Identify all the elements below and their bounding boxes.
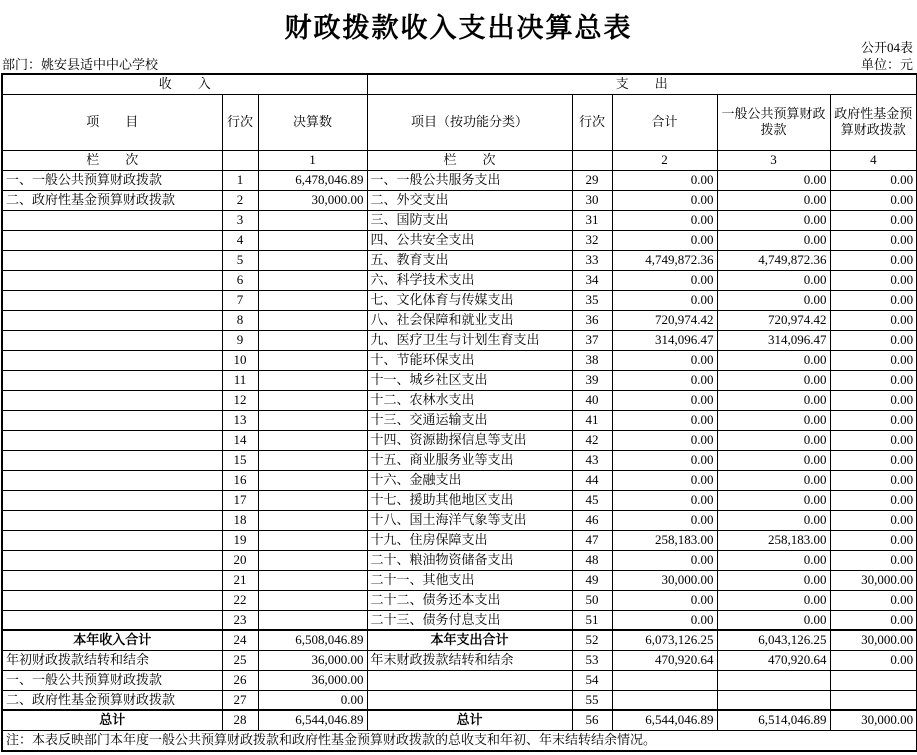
expense-total-cell: 0.00: [612, 490, 717, 510]
expense-line-cell: 29: [572, 170, 612, 190]
expense-total-cell: 0.00: [612, 230, 717, 250]
expense-total-cell: 30,000.00: [612, 570, 717, 590]
expense-general-cell: 0.00: [717, 450, 830, 470]
table-row: [2, 670, 917, 690]
expense-general-cell: 0.00: [717, 270, 830, 290]
table-row: [2, 630, 917, 650]
expense-line-cell: 55: [572, 690, 612, 710]
income-amount-cell: [258, 330, 367, 350]
column-header-row: [2, 94, 917, 150]
table-row: [2, 270, 917, 290]
expense-item-cell: 十七、援助其他地区支出: [367, 490, 572, 510]
expense-line-index-blank: [572, 150, 612, 170]
expense-col-index-2: 2: [612, 150, 717, 170]
table-row: [2, 330, 917, 350]
income-amount-cell: [258, 270, 367, 290]
expense-fund-cell: 0.00: [830, 190, 917, 210]
income-amount-cell: [258, 350, 367, 370]
income-line-cell: 5: [222, 250, 258, 270]
table-row: [2, 170, 917, 190]
expense-fund-cell: 0.00: [830, 430, 917, 450]
income-item-cell: 一、一般公共预算财政拨款: [2, 170, 222, 190]
expense-general-cell: 0.00: [717, 290, 830, 310]
income-amount-cell: [258, 250, 367, 270]
income-amount-cell: 6,478,046.89: [258, 170, 367, 190]
income-line-cell: 15: [222, 450, 258, 470]
expense-fund-cell: 0.00: [830, 290, 917, 310]
income-amount-cell: 30,000.00: [258, 190, 367, 210]
expense-line-cell: 32: [572, 230, 612, 250]
income-item-cell: 总计: [2, 710, 222, 730]
expense-item-cell: [367, 670, 572, 690]
table-row: [2, 290, 917, 310]
income-line-cell: 27: [222, 690, 258, 710]
expense-total-cell: 0.00: [612, 350, 717, 370]
income-item-cell: 年初财政拨款结转和结余: [2, 650, 222, 670]
expense-general-cell: 720,974.42: [717, 310, 830, 330]
expense-total-cell: 0.00: [612, 170, 717, 190]
expense-general-cell: 314,096.47: [717, 330, 830, 350]
table-row: [2, 390, 917, 410]
expense-general-cell: 0.00: [717, 230, 830, 250]
expense-general-cell: [717, 690, 830, 710]
expense-fund-cell: 0.00: [830, 650, 917, 670]
expense-line-cell: 41: [572, 410, 612, 430]
table-row: [2, 350, 917, 370]
table-row: [2, 310, 917, 330]
expense-col-index-label: 栏 次: [367, 150, 572, 170]
table-row: [2, 690, 917, 710]
expense-fund-cell: 0.00: [830, 410, 917, 430]
expense-fund-cell: 0.00: [830, 590, 917, 610]
expense-item-cell: 十一、城乡社区支出: [367, 370, 572, 390]
expense-general-cell: 0.00: [717, 470, 830, 490]
column-index-row: [2, 150, 917, 170]
expense-total-cell: 4,749,872.36: [612, 250, 717, 270]
expense-item-cell: 十二、农林水支出: [367, 390, 572, 410]
expense-general-header: 一般公共预算财政拨款: [717, 94, 830, 150]
expense-fund-cell: 0.00: [830, 390, 917, 410]
expense-item-cell: 一、一般公共服务支出: [367, 170, 572, 190]
table-row: [2, 650, 917, 670]
expense-general-cell: 0.00: [717, 570, 830, 590]
income-item-cell: [2, 570, 222, 590]
expense-item-cell: 七、文化体育与传媒支出: [367, 290, 572, 310]
expense-total-cell: 6,073,126.25: [612, 630, 717, 650]
expense-item-cell: 年末财政拨款结转和结余: [367, 650, 572, 670]
expense-total-cell: 258,183.00: [612, 530, 717, 550]
income-item-cell: [2, 530, 222, 550]
income-line-cell: 20: [222, 550, 258, 570]
expense-item-cell: 八、社会保障和就业支出: [367, 310, 572, 330]
expense-total-cell: 0.00: [612, 550, 717, 570]
expense-general-cell: 0.00: [717, 390, 830, 410]
expense-col-index-3: 3: [717, 150, 830, 170]
expense-general-cell: 0.00: [717, 590, 830, 610]
expense-total-cell: 0.00: [612, 590, 717, 610]
expense-general-cell: 0.00: [717, 610, 830, 630]
expense-line-cell: 34: [572, 270, 612, 290]
expense-item-cell: 六、科学技术支出: [367, 270, 572, 290]
expense-item-header: 项目（按功能分类）: [367, 94, 572, 150]
expense-general-cell: 0.00: [717, 410, 830, 430]
expense-item-cell: 十九、住房保障支出: [367, 530, 572, 550]
expense-total-cell: 0.00: [612, 510, 717, 530]
expense-fund-cell: 0.00: [830, 230, 917, 250]
expense-item-cell: 二十二、债务还本支出: [367, 590, 572, 610]
expense-fund-header: 政府性基金预算财政拨款: [830, 94, 917, 150]
expense-fund-cell: 0.00: [830, 330, 917, 350]
income-line-cell: 2: [222, 190, 258, 210]
expense-item-cell: 十八、国土海洋气象等支出: [367, 510, 572, 530]
expense-item-cell: 总计: [367, 710, 572, 730]
expense-fund-cell: 30,000.00: [830, 630, 917, 650]
expense-item-cell: 本年支出合计: [367, 630, 572, 650]
expense-total-cell: 314,096.47: [612, 330, 717, 350]
expense-fund-cell: 0.00: [830, 210, 917, 230]
expense-line-cell: 37: [572, 330, 612, 350]
expense-fund-cell: [830, 690, 917, 710]
income-line-cell: 7: [222, 290, 258, 310]
expense-item-cell: 十六、金融支出: [367, 470, 572, 490]
income-line-cell: 12: [222, 390, 258, 410]
income-item-cell: 二、政府性基金预算财政拨款: [2, 690, 222, 710]
income-amount-cell: [258, 550, 367, 570]
expense-general-cell: 0.00: [717, 430, 830, 450]
income-line-cell: 19: [222, 530, 258, 550]
expense-item-cell: 四、公共安全支出: [367, 230, 572, 250]
expense-line-cell: 47: [572, 530, 612, 550]
expense-total-header: 合计: [612, 94, 717, 150]
expense-total-cell: 0.00: [612, 270, 717, 290]
income-amount-cell: [258, 430, 367, 450]
expense-section-header: 支 出: [367, 74, 917, 94]
income-item-cell: [2, 450, 222, 470]
expense-general-cell: 0.00: [717, 350, 830, 370]
expense-item-cell: [367, 690, 572, 710]
expense-fund-cell: 0.00: [830, 170, 917, 190]
income-item-cell: [2, 270, 222, 290]
income-amount-cell: [258, 470, 367, 490]
income-item-cell: [2, 290, 222, 310]
income-item-cell: 本年收入合计: [2, 630, 222, 650]
income-item-cell: [2, 550, 222, 570]
expense-line-cell: 49: [572, 570, 612, 590]
expense-line-cell: 38: [572, 350, 612, 370]
income-item-cell: [2, 490, 222, 510]
income-line-cell: 22: [222, 590, 258, 610]
expense-fund-cell: 30,000.00: [830, 710, 917, 730]
expense-fund-cell: 0.00: [830, 250, 917, 270]
expense-general-cell: 0.00: [717, 170, 830, 190]
income-amount-cell: [258, 530, 367, 550]
income-amount-cell: [258, 490, 367, 510]
expense-line-cell: 43: [572, 450, 612, 470]
income-amount-cell: [258, 290, 367, 310]
expense-line-cell: 39: [572, 370, 612, 390]
table-row: [2, 370, 917, 390]
table-row: [2, 210, 917, 230]
income-line-cell: 16: [222, 470, 258, 490]
income-amount-cell: [258, 510, 367, 530]
income-item-cell: [2, 590, 222, 610]
expense-fund-cell: 0.00: [830, 510, 917, 530]
income-item-cell: [2, 370, 222, 390]
expense-general-cell: 0.00: [717, 370, 830, 390]
table-row: [2, 510, 917, 530]
income-line-cell: 25: [222, 650, 258, 670]
income-line-cell: 9: [222, 330, 258, 350]
expense-general-cell: [717, 670, 830, 690]
expense-line-cell: 46: [572, 510, 612, 530]
expense-fund-cell: 0.00: [830, 530, 917, 550]
expense-fund-cell: 0.00: [830, 450, 917, 470]
expense-total-cell: 0.00: [612, 390, 717, 410]
income-line-cell: 1: [222, 170, 258, 190]
income-item-cell: [2, 610, 222, 630]
expense-total-cell: 720,974.42: [612, 310, 717, 330]
department-label: 部门：姚安县适中中心学校: [2, 57, 159, 72]
income-item-cell: [2, 330, 222, 350]
expense-item-cell: 五、教育支出: [367, 250, 572, 270]
expense-line-cell: 33: [572, 250, 612, 270]
expense-fund-cell: 0.00: [830, 550, 917, 570]
table-body: [2, 170, 917, 730]
income-line-header: 行次: [222, 94, 258, 150]
income-line-cell: 21: [222, 570, 258, 590]
income-item-cell: [2, 230, 222, 250]
table-row: [2, 570, 917, 590]
table-row: [2, 190, 917, 210]
fiscal-table: [1, 73, 917, 752]
expense-general-cell: 0.00: [717, 550, 830, 570]
income-col-index-label: 栏 次: [2, 150, 222, 170]
expense-total-cell: [612, 670, 717, 690]
income-amount-cell: [258, 410, 367, 430]
income-item-cell: [2, 390, 222, 410]
income-line-index-blank: [222, 150, 258, 170]
income-item-cell: 一、一般公共预算财政拨款: [2, 670, 222, 690]
expense-line-cell: 45: [572, 490, 612, 510]
expense-general-cell: 0.00: [717, 510, 830, 530]
income-amount-cell: 6,544,046.89: [258, 710, 367, 730]
expense-item-cell: 十四、资源勘探信息等支出: [367, 430, 572, 450]
income-amount-cell: 36,000.00: [258, 670, 367, 690]
expense-line-cell: 35: [572, 290, 612, 310]
expense-total-cell: 0.00: [612, 610, 717, 630]
expense-general-cell: 4,749,872.36: [717, 250, 830, 270]
meta-line: [0, 56, 917, 73]
expense-line-cell: 50: [572, 590, 612, 610]
table-row: [2, 450, 917, 470]
income-line-cell: 18: [222, 510, 258, 530]
income-line-cell: 24: [222, 630, 258, 650]
expense-general-cell: 0.00: [717, 210, 830, 230]
expense-item-cell: 三、国防支出: [367, 210, 572, 230]
income-amount-cell: [258, 310, 367, 330]
expense-fund-cell: 0.00: [830, 310, 917, 330]
income-amount-cell: [258, 390, 367, 410]
table-row: [2, 250, 917, 270]
expense-fund-cell: 0.00: [830, 610, 917, 630]
note-row: [2, 730, 917, 751]
expense-fund-cell: 0.00: [830, 470, 917, 490]
expense-line-cell: 56: [572, 710, 612, 730]
income-amount-cell: [258, 450, 367, 470]
income-item-cell: [2, 510, 222, 530]
table-row: [2, 610, 917, 630]
income-line-cell: 17: [222, 490, 258, 510]
expense-item-cell: 十三、交通运输支出: [367, 410, 572, 430]
table-row: [2, 230, 917, 250]
expense-general-cell: 6,514,046.89: [717, 710, 830, 730]
table-row: [2, 490, 917, 510]
expense-line-cell: 31: [572, 210, 612, 230]
table-row: [2, 710, 917, 730]
expense-line-cell: 52: [572, 630, 612, 650]
income-line-cell: 3: [222, 210, 258, 230]
table-row: [2, 530, 917, 550]
income-item-cell: [2, 210, 222, 230]
income-item-cell: [2, 350, 222, 370]
expense-line-header: 行次: [572, 94, 612, 150]
income-line-cell: 26: [222, 670, 258, 690]
income-item-cell: [2, 470, 222, 490]
expense-fund-cell: 0.00: [830, 370, 917, 390]
expense-line-cell: 36: [572, 310, 612, 330]
income-line-cell: 8: [222, 310, 258, 330]
income-amount-cell: [258, 610, 367, 630]
expense-fund-cell: 0.00: [830, 270, 917, 290]
income-item-cell: [2, 250, 222, 270]
income-item-cell: [2, 310, 222, 330]
income-item-cell: [2, 410, 222, 430]
income-amount-cell: [258, 210, 367, 230]
income-line-cell: 6: [222, 270, 258, 290]
income-line-cell: 23: [222, 610, 258, 630]
note-text: 注：本表反映部门本年度一般公共预算财政拨款和政府性基金预算财政拨款的总收支和年初、年末结转结余情况。: [2, 730, 917, 751]
table-row: [2, 430, 917, 450]
expense-total-cell: 6,544,046.89: [612, 710, 717, 730]
expense-general-cell: 6,043,126.25: [717, 630, 830, 650]
income-line-cell: 4: [222, 230, 258, 250]
expense-line-cell: 44: [572, 470, 612, 490]
expense-item-cell: 九、医疗卫生与计划生育支出: [367, 330, 572, 350]
expense-fund-cell: 0.00: [830, 350, 917, 370]
section-header-row: [2, 74, 917, 94]
income-line-cell: 11: [222, 370, 258, 390]
expense-total-cell: 0.00: [612, 370, 717, 390]
expense-total-cell: 0.00: [612, 290, 717, 310]
income-amount-cell: 36,000.00: [258, 650, 367, 670]
expense-fund-cell: 30,000.00: [830, 570, 917, 590]
expense-line-cell: 54: [572, 670, 612, 690]
income-line-cell: 14: [222, 430, 258, 450]
income-line-cell: 10: [222, 350, 258, 370]
expense-total-cell: 0.00: [612, 450, 717, 470]
income-item-header: 项 目: [2, 94, 222, 150]
expense-item-cell: 二十三、债务付息支出: [367, 610, 572, 630]
income-amount-cell: 0.00: [258, 690, 367, 710]
table-row: [2, 410, 917, 430]
expense-item-cell: 十五、商业服务业等支出: [367, 450, 572, 470]
expense-line-cell: 42: [572, 430, 612, 450]
expense-item-cell: 二十一、其他支出: [367, 570, 572, 590]
expense-total-cell: 0.00: [612, 430, 717, 450]
expense-item-cell: 二、外交支出: [367, 190, 572, 210]
income-amount-cell: [258, 230, 367, 250]
expense-total-cell: 0.00: [612, 210, 717, 230]
page-title: 财政拨款收入支出决算总表: [284, 13, 633, 43]
income-amount-cell: [258, 590, 367, 610]
income-line-cell: 13: [222, 410, 258, 430]
expense-general-cell: 470,920.64: [717, 650, 830, 670]
table-row: [2, 550, 917, 570]
expense-general-cell: 0.00: [717, 190, 830, 210]
table-row: [2, 470, 917, 490]
expense-fund-cell: 0.00: [830, 490, 917, 510]
expense-total-cell: 470,920.64: [612, 650, 717, 670]
table-row: [2, 590, 917, 610]
expense-total-cell: 0.00: [612, 190, 717, 210]
expense-item-cell: 十、节能环保支出: [367, 350, 572, 370]
expense-total-cell: [612, 690, 717, 710]
expense-general-cell: 0.00: [717, 490, 830, 510]
expense-item-cell: 二十、粮油物资储备支出: [367, 550, 572, 570]
income-amount-cell: [258, 570, 367, 590]
income-amount-cell: 6,508,046.89: [258, 630, 367, 650]
expense-line-cell: 48: [572, 550, 612, 570]
expense-total-cell: 0.00: [612, 470, 717, 490]
income-amount-cell: [258, 370, 367, 390]
form-code: 公开04表: [860, 40, 913, 55]
income-item-cell: [2, 430, 222, 450]
income-section-header: 收 入: [2, 74, 367, 94]
income-item-cell: 二、政府性基金预算财政拨款: [2, 190, 222, 210]
income-amount-header: 决算数: [258, 94, 367, 150]
income-col-index-1: 1: [258, 150, 367, 170]
expense-fund-cell: [830, 670, 917, 690]
income-line-cell: 28: [222, 710, 258, 730]
expense-col-index-4: 4: [830, 150, 917, 170]
expense-general-cell: 258,183.00: [717, 530, 830, 550]
expense-total-cell: 0.00: [612, 410, 717, 430]
expense-line-cell: 30: [572, 190, 612, 210]
expense-line-cell: 51: [572, 610, 612, 630]
expense-line-cell: 40: [572, 390, 612, 410]
unit-label: 单位：元: [860, 57, 913, 72]
expense-line-cell: 53: [572, 650, 612, 670]
